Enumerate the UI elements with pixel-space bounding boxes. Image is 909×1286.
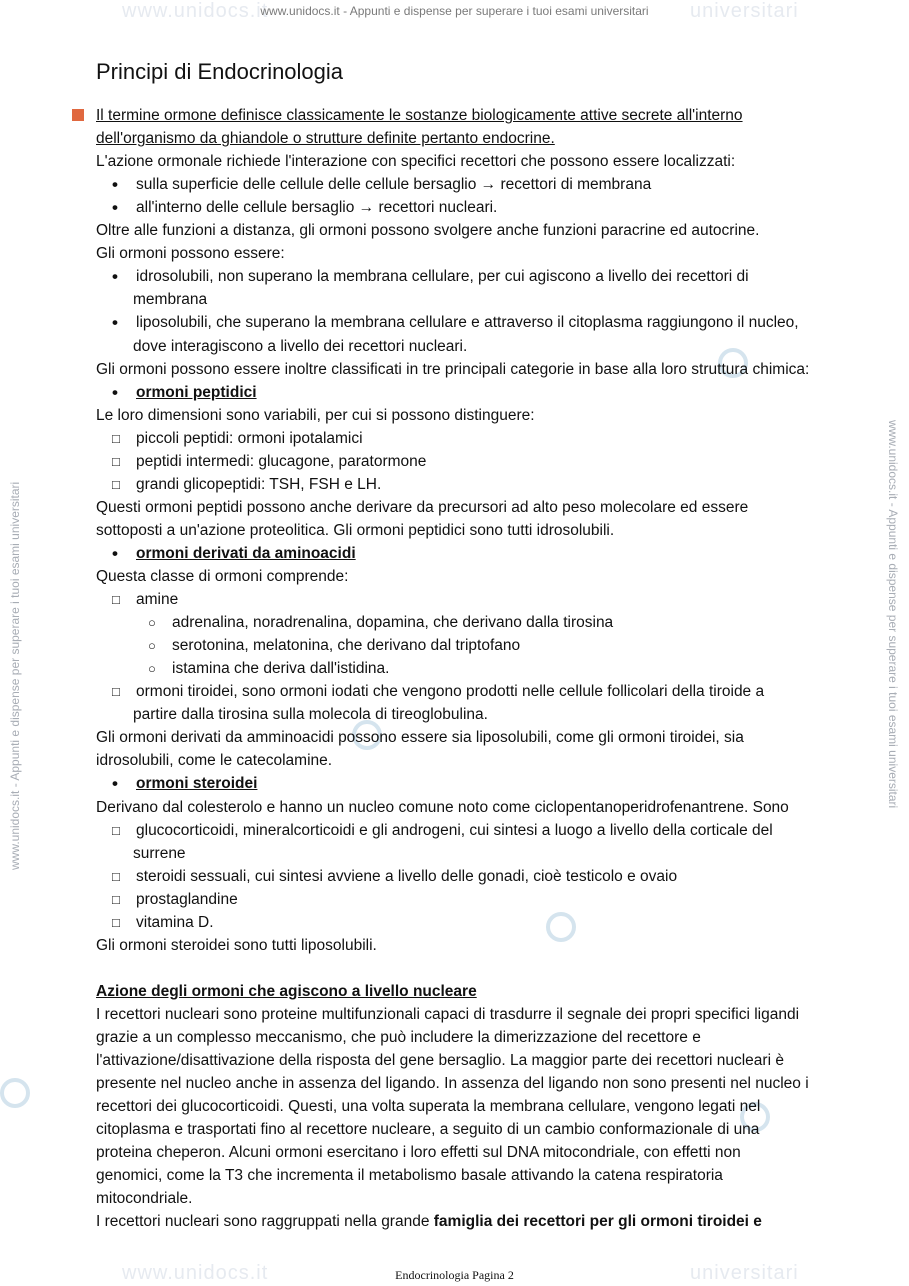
text-line-content: ormoni steroidei <box>136 775 258 793</box>
text-line-content: mitocondriale. <box>96 1190 193 1208</box>
text-line-content: Gli ormoni derivati da amminoacidi possono essere sia liposolubili, come gli ormoni tiroidei, sia <box>96 729 744 747</box>
text-line-content: ormoni peptidici <box>136 383 257 401</box>
text-line <box>96 1164 723 1187</box>
bullet-dot-icon: • <box>112 267 118 287</box>
text-line-content: membrana <box>133 291 208 309</box>
text-line <box>96 1210 762 1233</box>
text-line-content: l'attivazione/disattivazione della risposta del gene bersaglio. La maggior parte dei recettori nucleari è <box>96 1052 784 1070</box>
text-line <box>96 1141 741 1164</box>
text-line-content: serotonina, melatonina, che derivano dal triptofano <box>172 637 521 655</box>
text-line <box>96 104 743 127</box>
text-line-content: piccoli peptidi: ormoni ipotalamici <box>136 429 363 447</box>
text-line-content: vitamina D. <box>136 913 214 931</box>
bullet-circle-icon: ○ <box>148 615 156 631</box>
text-line-content: peptidi intermedi: glucagone, paratormone <box>136 452 427 470</box>
text-line <box>96 150 735 173</box>
text-line-content: idrosolubili, non superano la membrana cellulare, per cui agiscono a livello dei recettori di <box>136 268 749 286</box>
text-line <box>96 219 759 242</box>
text-line-content: presente nel nucleo anche in assenza del ligando. In assenza del ligando non sono presenti nel nucleo i <box>96 1075 809 1093</box>
bullet-dot-icon: • <box>112 774 118 794</box>
text-line-content: dell'organismo da ghiandole o strutture definite pertanto endocrine. <box>96 130 555 148</box>
text-line <box>96 519 614 542</box>
right-side-watermark: www.unidocs.it - Appunti e dispense per superare i tuoi esami universitari <box>886 420 900 809</box>
text-line <box>136 772 257 795</box>
text-line <box>96 1095 760 1118</box>
text-line-content: surrene <box>133 844 186 862</box>
text-line <box>136 311 799 334</box>
text-line <box>136 427 363 450</box>
text-line-content: steroidi sessuali, cui sintesi avviene a livello delle gonadi, cioè testicolo e ovaio <box>136 867 678 885</box>
text-line <box>172 657 389 680</box>
text-line-content: Questa classe di ormoni comprende: <box>96 568 349 585</box>
text-line <box>136 911 214 934</box>
bullet-square-icon: □ <box>112 476 120 492</box>
text-line <box>96 796 789 819</box>
text-line <box>133 335 467 358</box>
text-line-content: adrenalina, noradrenalina, dopamina, che derivano dalla tirosina <box>172 614 614 632</box>
text-line-content: proteina cheperon. Alcuni ormoni esercitano i loro effetti sul DNA mitocondriale, con effetti non <box>96 1144 741 1162</box>
text-line <box>136 381 257 404</box>
watermark-logo-icon <box>546 912 576 942</box>
faint-watermark-top-right: universitari <box>690 0 799 22</box>
text-line-content: L'azione ormonale richiede l'interazione con specifici recettori che possono essere localizzati: <box>96 153 736 171</box>
page-title: Principi di Endocrinologia <box>96 59 344 84</box>
text-line-content: Derivano dal colesterolo e hanno un nucleo comune noto come ciclopentanoperidrofenantrene. Sono <box>96 798 789 816</box>
text-line-content: prostaglandine <box>136 890 238 908</box>
text-line <box>96 404 535 427</box>
page-footer: Endocrinologia Pagina 2 <box>395 1268 514 1282</box>
text-line <box>96 1072 809 1095</box>
text-line-content: glucocorticoidi, mineralcorticoidi e gli androgeni, cui sintesi a luogo a livello della corticale del <box>136 821 773 839</box>
text-line-content: sulla superficie delle cellule delle cellule bersaglio → recettori di membrana <box>136 176 652 194</box>
orange-square-bullet-icon <box>72 109 84 121</box>
text-line <box>96 980 477 1003</box>
text-line-content: I recettori nucleari sono raggruppati nella grande <box>96 1213 434 1231</box>
header-watermark: www.unidocs.it - Appunti e dispense per superare i tuoi esami universitari <box>260 4 649 18</box>
text-line <box>136 819 773 842</box>
text-line <box>96 1187 193 1210</box>
text-line-content: all'interno delle cellule bersaglio → recettori nucleari. <box>136 199 498 217</box>
text-line <box>133 703 488 726</box>
bullet-circle-icon: ○ <box>148 661 156 677</box>
text-line <box>133 842 186 865</box>
text-line <box>96 565 348 588</box>
text-line-content: Gli ormoni possono essere inoltre classificati in tre principali categorie in base alla loro struttura chimica: <box>96 360 810 378</box>
text-line <box>96 127 555 150</box>
text-line-content: partire dalla tirosina sulla molecola di tireoglobulina. <box>133 706 488 724</box>
text-line-content: Il termine ormone definisce classicamente le sostanze biologicamente attive secrete all'interno <box>96 107 743 124</box>
text-line <box>136 680 764 703</box>
text-line-content: Gli ormoni steroidei sono tutti liposolubili. <box>96 936 377 954</box>
text-line-content: sottoposti a un'azione proteolitica. Gli ormoni peptidici sono tutti idrosolubili. <box>96 521 615 539</box>
bullet-square-icon: □ <box>112 891 120 907</box>
text-line <box>136 865 677 888</box>
bullet-square-icon: □ <box>112 453 120 469</box>
text-line-content: ormoni tiroidei, sono ormoni iodati che vengono prodotti nelle cellule follicolari della tiroide a <box>136 683 765 701</box>
text-line <box>136 888 238 911</box>
bullet-square-icon: □ <box>112 684 120 700</box>
text-line <box>96 749 332 772</box>
text-line <box>96 1049 784 1072</box>
text-line <box>136 542 356 565</box>
text-line-content: dove interagiscono a livello dei recettori nucleari. <box>133 337 468 355</box>
bullet-dot-icon: • <box>112 175 118 195</box>
text-line-content: citoplasma e trasportati fino al recettore nucleare, a seguito di un cambio conformazionale di una <box>96 1121 760 1139</box>
bold-phrase: famiglia dei recettori per gli ormoni tiroidei e <box>433 1213 762 1231</box>
text-line <box>136 588 178 611</box>
text-line <box>96 934 377 957</box>
text-line <box>136 196 497 219</box>
bullet-square-icon: □ <box>112 430 120 446</box>
bullet-dot-icon: • <box>112 313 118 333</box>
text-line <box>172 634 520 657</box>
text-line-content: grandi glicopeptidi: TSH, FSH e LH. <box>136 475 382 493</box>
bullet-circle-icon: ○ <box>148 638 156 654</box>
faint-watermark-bottom-right: universitari <box>690 1262 799 1284</box>
text-line-content: Oltre alle funzioni a distanza, gli ormoni possono svolgere anche funzioni paracrine ed autocrine. <box>96 222 760 240</box>
bullet-dot-icon: • <box>112 382 118 402</box>
text-line-content: idrosolubili, come le catecolamine. <box>96 752 333 770</box>
text-line-content: Le loro dimensioni sono variabili, per cui si possono distinguere: <box>96 406 535 424</box>
text-line-content: istamina che deriva dall'istidina. <box>172 660 390 678</box>
text-line <box>96 1003 799 1026</box>
text-line-content: liposolubili, che superano la membrana cellulare e attraverso il citoplasma raggiungono il nucleo, <box>136 314 799 332</box>
text-line-content: amine <box>136 591 179 609</box>
bullet-dot-icon: • <box>112 543 118 563</box>
text-line-content: Gli ormoni possono essere: <box>96 245 285 263</box>
faint-watermark-bottom-left: www.unidocs.it <box>122 1262 269 1284</box>
text-line <box>96 242 285 265</box>
text-line <box>96 726 744 749</box>
text-line <box>136 265 749 288</box>
text-line <box>96 358 809 381</box>
bullet-square-icon: □ <box>112 592 120 608</box>
text-line-content: I recettori nucleari sono proteine multifunzionali capaci di trasdurre il segnale dei propri specifici ligandi <box>96 1005 800 1023</box>
text-line <box>136 473 381 496</box>
text-line <box>96 496 748 519</box>
bullet-square-icon: □ <box>112 914 120 930</box>
bullet-square-icon: □ <box>112 822 120 838</box>
text-line-content: ormoni derivati da aminoacidi <box>136 544 356 562</box>
text-line <box>96 1026 701 1049</box>
bullet-square-icon: □ <box>112 868 120 884</box>
bullet-dot-icon: • <box>112 198 118 218</box>
text-line <box>136 450 426 473</box>
text-line-content: recettori dei glucocorticoidi. Questi, una volta superata la membrana cellulare, vengono legati nel <box>96 1098 761 1116</box>
text-line-content: genomici, come la T3 che incrementa il metabolismo basale attivando la catena respiratoria <box>96 1167 723 1185</box>
text-line-content: Questi ormoni peptidi possono anche derivare da precursori ad alto peso molecolare ed essere <box>96 498 749 516</box>
text-line <box>136 173 651 196</box>
left-side-watermark: www.unidocs.it - Appunti e dispense per superare i tuoi esami universitari <box>8 481 22 870</box>
text-line <box>133 288 207 311</box>
text-line-content: Azione degli ormoni che agiscono a livello nucleare <box>96 982 477 1000</box>
text-line <box>172 611 613 634</box>
watermark-logo-icon <box>0 1078 30 1108</box>
faint-watermark-top-left: www.unidocs.it <box>122 0 269 22</box>
text-line <box>96 1118 759 1141</box>
text-line-content: grazie a un complesso meccanismo, che può includere la dimerizzazione del recettore e <box>96 1029 701 1046</box>
